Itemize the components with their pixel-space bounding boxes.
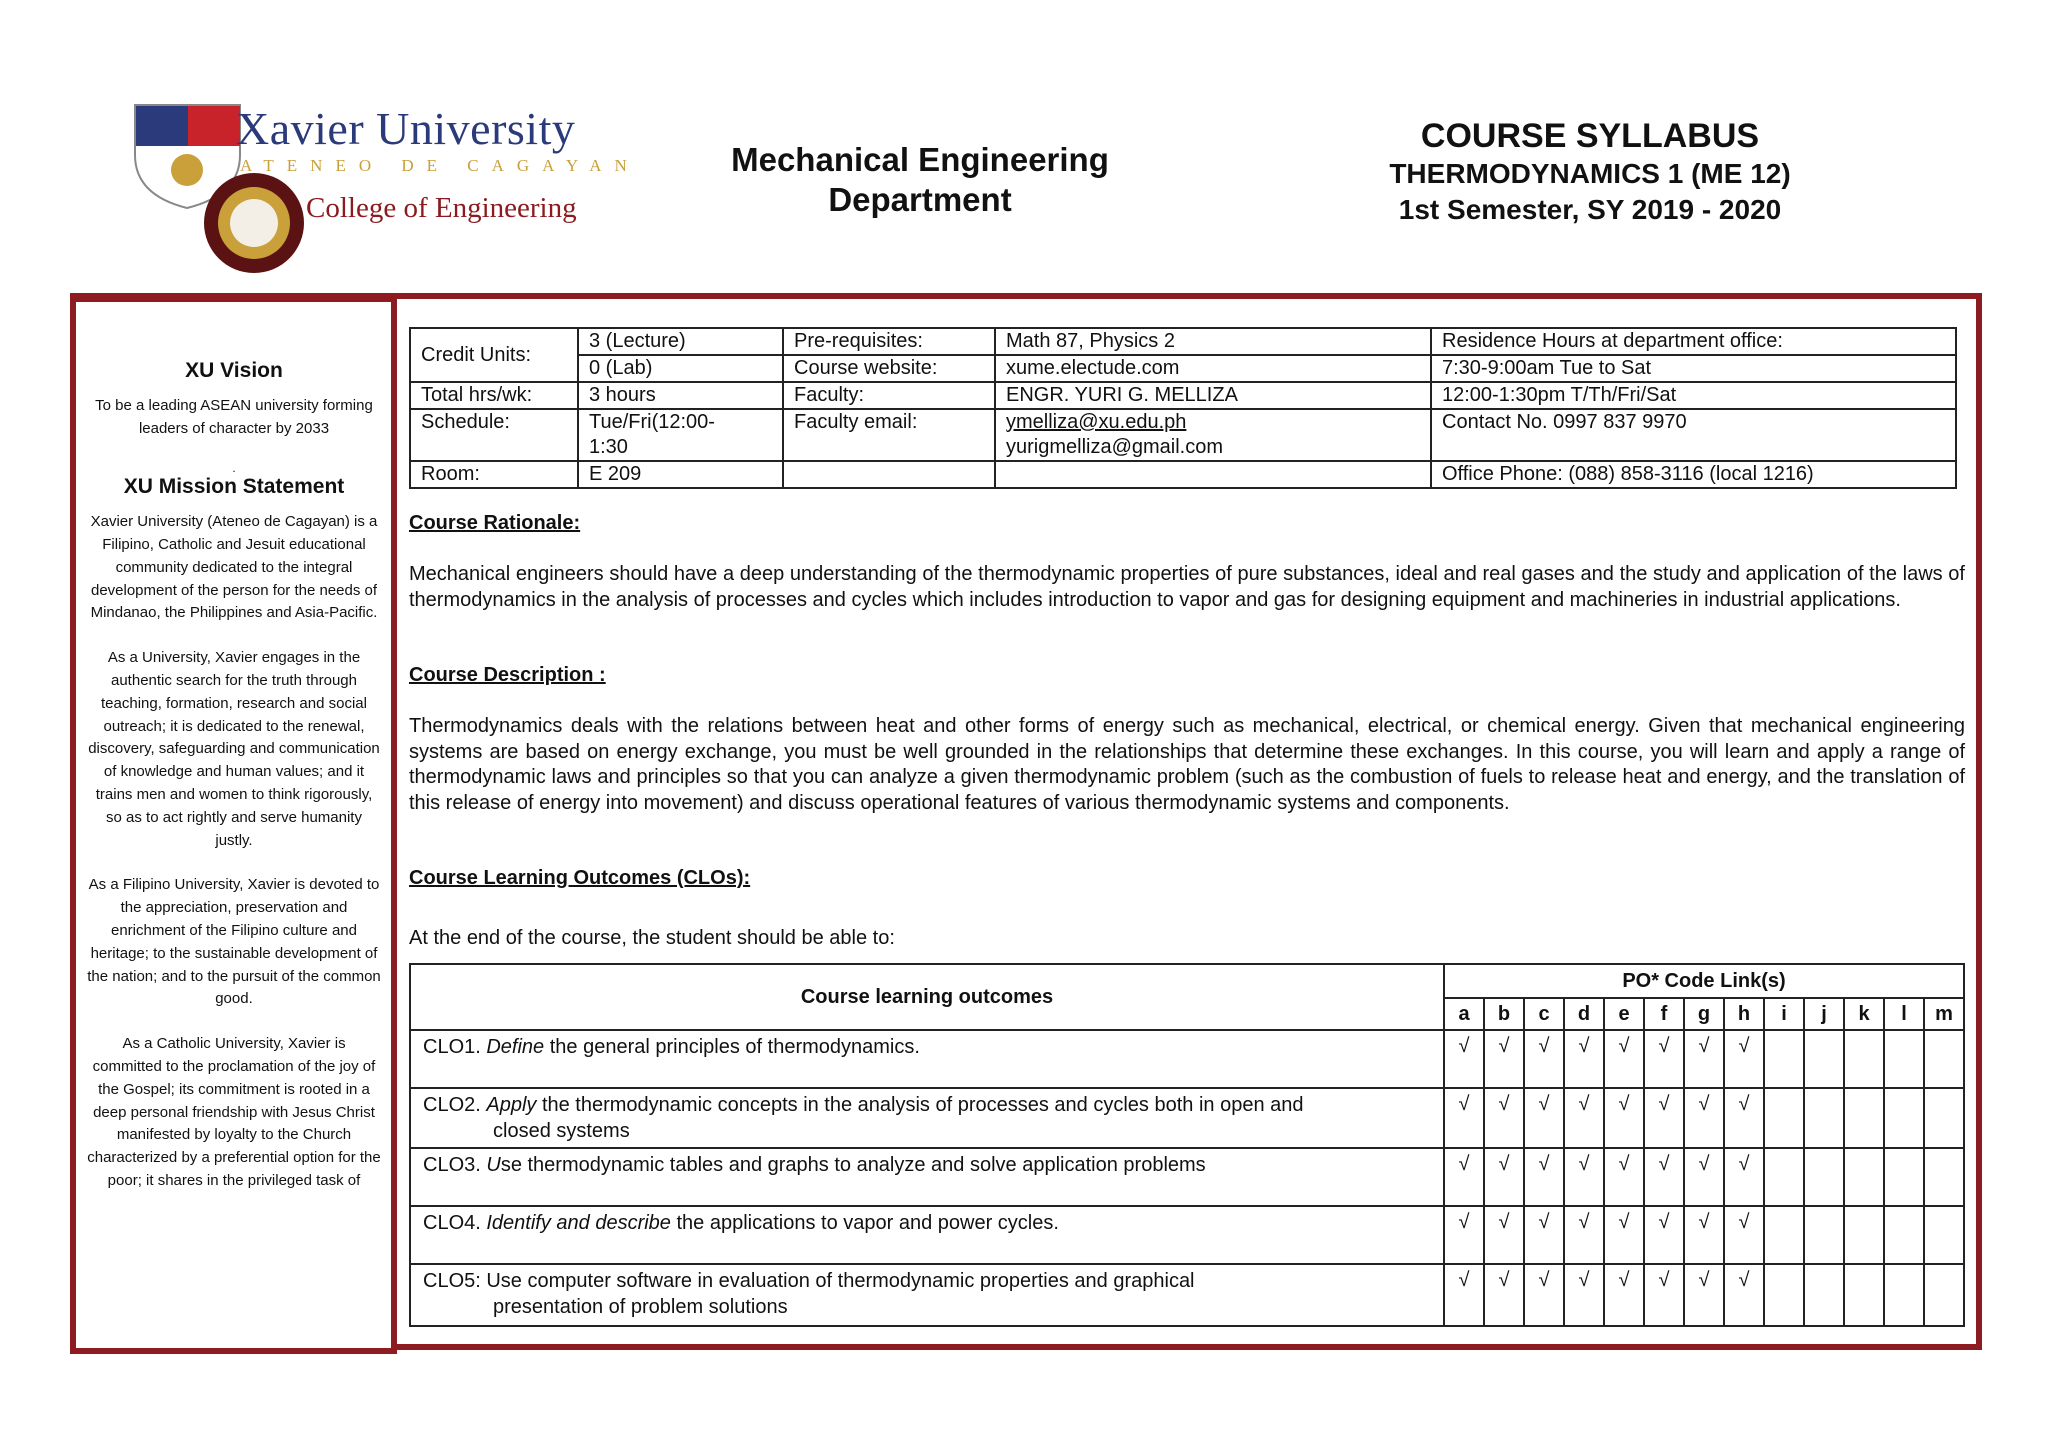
department-line-1: Mechanical Engineering	[731, 141, 1109, 178]
po-check-b: √	[1484, 1088, 1524, 1148]
prereq-label: Pre-requisites:	[783, 328, 995, 355]
clo-continuation: presentation of problem solutions	[493, 1296, 788, 1318]
po-check-e: √	[1604, 1088, 1644, 1148]
clo-prefix: CLO2.	[423, 1094, 487, 1116]
description-heading: Course Description :	[409, 664, 606, 686]
mission-paragraph: As a Filipino University, Xavier is devoted to the appreciation, preservation and enrichment of the Filipino culture and heritage; to the sustainable development of the nation; and to the pursuit of the common good.	[87, 876, 381, 1008]
po-check-l	[1884, 1088, 1924, 1148]
clo-prefix: CLO5:	[423, 1270, 487, 1292]
po-check-c: √	[1524, 1148, 1564, 1206]
po-check-f: √	[1644, 1030, 1684, 1088]
clo-verb: Define	[486, 1036, 545, 1058]
credit-units-label: Credit Units:	[410, 328, 578, 382]
clo-row	[410, 1148, 1964, 1206]
clo-outcome-text	[410, 1088, 1444, 1148]
po-check-j	[1804, 1264, 1844, 1326]
po-code-m: m	[1924, 998, 1964, 1030]
po-check-g: √	[1684, 1206, 1724, 1264]
po-check-d: √	[1564, 1206, 1604, 1264]
clo-table	[409, 963, 1965, 1327]
mission-paragraph: As a Catholic University, Xavier is committed to the proclamation of the joy of the Gospel; its commitment is rooted in a deep personal friendship with Jesus Christ manifested by loyalty to the Church characterized by a preferential option for the poor; it shares in the privileged task of	[87, 1035, 381, 1189]
po-check-h: √	[1724, 1264, 1764, 1326]
po-code-d: d	[1564, 998, 1604, 1030]
clo-row	[410, 1030, 1964, 1088]
po-check-m	[1924, 1030, 1964, 1088]
department-title	[690, 140, 1150, 220]
po-code-h: h	[1724, 998, 1764, 1030]
po-check-b: √	[1484, 1206, 1524, 1264]
course-name: THERMODYNAMICS 1 (ME 12)	[1389, 158, 1791, 189]
po-check-l	[1884, 1264, 1924, 1326]
clo-verb: Apply	[486, 1094, 537, 1116]
mission-paragraph: Xavier University (Ateneo de Cagayan) is a Filipino, Catholic and Jesuit educational community dedicated to the integral development of the person for the needs of Mindanao, the Philippines and Asia-Pacific.	[90, 513, 378, 622]
coe-gear-seal-icon	[196, 168, 316, 278]
po-check-e: √	[1604, 1264, 1644, 1326]
po-check-a: √	[1444, 1088, 1484, 1148]
lecture-units: 3 (Lecture)	[578, 328, 783, 355]
xu-coe-logo	[98, 92, 640, 274]
clo-rest: the thermodynamic concepts in the analysis of processes and cycles both in open and	[536, 1094, 1304, 1116]
po-check-c: √	[1524, 1206, 1564, 1264]
schedule-line-2: 1:30	[589, 436, 628, 458]
po-check-b: √	[1484, 1148, 1524, 1206]
clo-heading: Course Learning Outcomes (CLOs):	[409, 867, 751, 889]
po-check-l	[1884, 1030, 1924, 1088]
clo-verb: Identify and describe	[486, 1212, 671, 1234]
clo-rest: Use computer software in evaluation of thermodynamic properties and graphical	[486, 1270, 1195, 1292]
clo-outcome-text	[410, 1264, 1444, 1326]
po-check-h: √	[1724, 1088, 1764, 1148]
room-value: E 209	[578, 461, 783, 488]
po-check-d: √	[1564, 1148, 1604, 1206]
clo-row	[410, 1088, 1964, 1148]
po-check-h: √	[1724, 1148, 1764, 1206]
po-code-e: e	[1604, 998, 1644, 1030]
residence-label: Residence Hours at department office:	[1431, 328, 1956, 355]
po-code-k: k	[1844, 998, 1884, 1030]
po-code-c: c	[1524, 998, 1564, 1030]
faculty-label: Faculty:	[783, 382, 995, 409]
email-gmail[interactable]: yurigmelliza@gmail.com	[1006, 436, 1224, 458]
po-check-k	[1844, 1030, 1884, 1088]
po-check-e: √	[1604, 1206, 1644, 1264]
website-value[interactable]: xume.electude.com	[995, 355, 1431, 382]
room-label: Room:	[410, 461, 578, 488]
po-check-k	[1844, 1206, 1884, 1264]
po-code-l: l	[1884, 998, 1924, 1030]
po-check-g: √	[1684, 1264, 1724, 1326]
po-check-d: √	[1564, 1088, 1604, 1148]
clo-column-header: Course learning outcomes	[410, 964, 1444, 1030]
po-check-m	[1924, 1088, 1964, 1148]
university-name: Xavier University	[236, 103, 576, 154]
po-check-i	[1764, 1088, 1804, 1148]
empty-cell	[995, 461, 1431, 488]
university-subtitle: ATENEO DE CAGAYAN	[240, 156, 640, 175]
po-check-j	[1804, 1088, 1844, 1148]
po-check-a: √	[1444, 1264, 1484, 1326]
rationale-text: Mechanical engineers should have a deep understanding of the thermodynamic properties of pure substances, ideal and real gases and the study and application of the laws of thermodynamics in the analysis of processes and cycles which includes introduction to vapor and gas for designing equipment and machineries in industrial applications.	[409, 563, 1965, 611]
total-hours-label: Total hrs/wk:	[410, 382, 578, 409]
po-check-k	[1844, 1264, 1884, 1326]
website-label: Course website:	[783, 355, 995, 382]
po-check-m	[1924, 1206, 1964, 1264]
po-code-j: j	[1804, 998, 1844, 1030]
po-column-header: PO* Code Link(s)	[1444, 964, 1964, 998]
po-code-g: g	[1684, 998, 1724, 1030]
vision-title: XU Vision	[185, 359, 283, 382]
syllabus-heading	[1330, 116, 1850, 228]
po-check-i	[1764, 1148, 1804, 1206]
po-check-a: √	[1444, 1206, 1484, 1264]
po-check-d: √	[1564, 1030, 1604, 1088]
residence-hours-2: 12:00-1:30pm T/Th/Fri/Sat	[1431, 382, 1956, 409]
po-check-j	[1804, 1030, 1844, 1088]
clo-row	[410, 1206, 1964, 1264]
total-hours-value: 3 hours	[578, 382, 783, 409]
email-link-xu[interactable]: ymelliza@xu.edu.ph	[1006, 411, 1187, 433]
mission-title: XU Mission Statement	[123, 475, 345, 499]
office-phone: Office Phone: (088) 858-3116 (local 1216)	[1431, 461, 1956, 488]
po-check-l	[1884, 1148, 1924, 1206]
po-check-g: √	[1684, 1088, 1724, 1148]
po-check-j	[1804, 1148, 1844, 1206]
vision-text: To be a leading ASEAN university forming leaders of character by 2033	[95, 396, 373, 437]
schedule-value	[578, 409, 783, 461]
mission-paragraph: As a University, Xavier engages in the authentic search for the truth through teaching, formation, research and social outreach; it is dedicated to the renewal, discovery, safeguarding and communication of knowledge and human values; and it trains men and women to think rigorously, so as to act rightly and serve humanity justly.	[88, 649, 380, 849]
po-check-h: √	[1724, 1030, 1764, 1088]
po-check-i	[1764, 1030, 1804, 1088]
clo-outcome-text	[410, 1030, 1444, 1088]
po-code-i: i	[1764, 998, 1804, 1030]
po-check-j	[1804, 1206, 1844, 1264]
semester: 1st Semester, SY 2019 - 2020	[1398, 194, 1782, 225]
email-values	[995, 409, 1431, 461]
clo-intro: At the end of the course, the student should be able to:	[409, 927, 895, 949]
po-check-b: √	[1484, 1030, 1524, 1088]
clo-outcome-text	[410, 1148, 1444, 1206]
po-check-d: √	[1564, 1264, 1604, 1326]
po-check-a: √	[1444, 1148, 1484, 1206]
faculty-value: ENGR. YURI G. MELLIZA	[995, 382, 1431, 409]
po-check-m	[1924, 1148, 1964, 1206]
po-check-a: √	[1444, 1030, 1484, 1088]
schedule-label: Schedule:	[410, 409, 578, 461]
po-check-m	[1924, 1264, 1964, 1326]
po-check-e: √	[1604, 1148, 1644, 1206]
clo-prefix: CLO4.	[423, 1212, 487, 1234]
po-code-f: f	[1644, 998, 1684, 1030]
po-check-k	[1844, 1088, 1884, 1148]
po-check-f: √	[1644, 1148, 1684, 1206]
po-check-i	[1764, 1206, 1804, 1264]
department-line-2: Department	[828, 181, 1012, 218]
residence-hours-1: 7:30-9:00am Tue to Sat	[1431, 355, 1956, 382]
clo-continuation: closed systems	[493, 1120, 630, 1142]
course-info-table	[409, 327, 1957, 489]
separator-dot: .	[232, 461, 236, 476]
email-label: Faculty email:	[783, 409, 995, 461]
empty-cell	[783, 461, 995, 488]
left-sidebar	[86, 360, 382, 1215]
po-code-b: b	[1484, 998, 1524, 1030]
po-check-c: √	[1524, 1030, 1564, 1088]
description-text: Thermodynamics deals with the relations between heat and other forms of energy such as mechanical, electrical, or chemical energy. Given that mechanical engineering systems are based on energy exchange, you must be well grounded in the relationships that determine these exchanges. In this course, you will learn and apply a range of thermodynamic laws and principles so that you can analyze a given thermodynamic problem (such as the combustion of fuels to release heat and energy, and the translation of this release of energy into movement) and discuss operational features of various thermodynamic systems and components.	[409, 715, 1965, 814]
college-name: College of Engineering	[306, 192, 577, 224]
po-check-l	[1884, 1206, 1924, 1264]
po-check-g: √	[1684, 1148, 1724, 1206]
po-check-i	[1764, 1264, 1804, 1326]
clo-outcome-text	[410, 1206, 1444, 1264]
po-check-f: √	[1644, 1088, 1684, 1148]
po-check-c: √	[1524, 1088, 1564, 1148]
clo-prefix: CLO1.	[423, 1036, 487, 1058]
po-check-g: √	[1684, 1030, 1724, 1088]
rationale-heading: Course Rationale:	[409, 512, 581, 534]
prereq-value: Math 87, Physics 2	[995, 328, 1431, 355]
po-check-e: √	[1604, 1030, 1644, 1088]
clo-rest: the applications to vapor and power cycles.	[670, 1212, 1059, 1234]
lab-units: 0 (Lab)	[578, 355, 783, 382]
clo-rest: the general principles of thermodynamics.	[544, 1036, 920, 1058]
po-code-a: a	[1444, 998, 1484, 1030]
contact-number: Contact No. 0997 837 9970	[1431, 409, 1956, 461]
po-check-k	[1844, 1148, 1884, 1206]
schedule-line-1: Tue/Fri(12:00-	[589, 411, 715, 433]
po-check-f: √	[1644, 1206, 1684, 1264]
po-check-h: √	[1724, 1206, 1764, 1264]
syllabus-title: COURSE SYLLABUS	[1420, 117, 1760, 155]
po-check-f: √	[1644, 1264, 1684, 1326]
clo-rest: se thermodynamic tables and graphs to analyze and solve application problems	[500, 1154, 1206, 1176]
clo-prefix: CLO3.	[423, 1154, 487, 1176]
po-check-c: √	[1524, 1264, 1564, 1326]
clo-verb: U	[486, 1154, 501, 1176]
clo-row	[410, 1264, 1964, 1326]
po-check-b: √	[1484, 1264, 1524, 1326]
